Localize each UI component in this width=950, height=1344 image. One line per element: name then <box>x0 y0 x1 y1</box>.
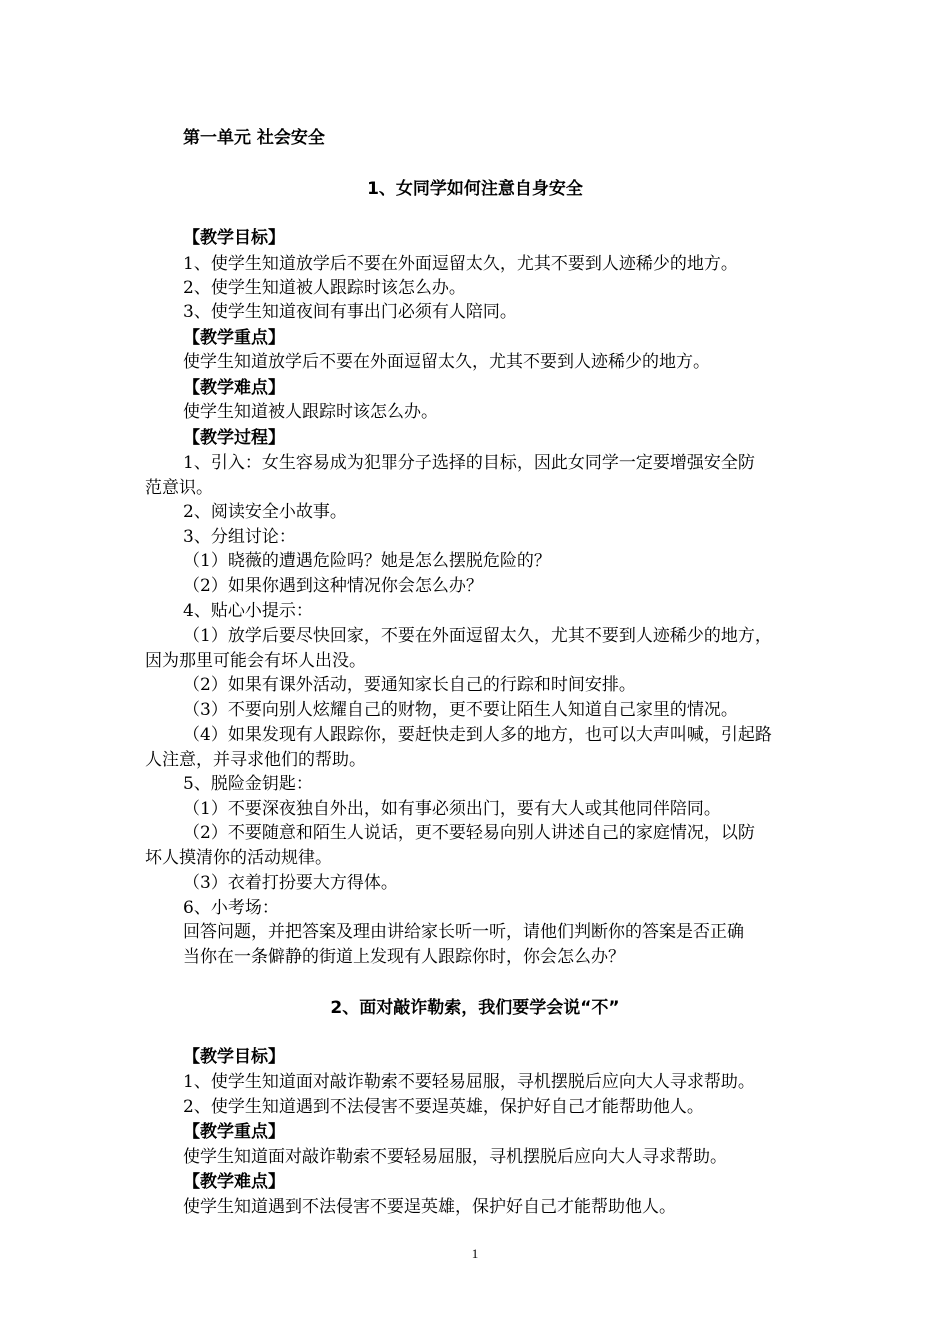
process-line: 4、贴心小提示： <box>183 601 313 621</box>
process-line: 6、小考场： <box>183 898 279 918</box>
lesson2-goal: 1、使学生知道面对敲诈勒索不要轻易屈服，寻机摆脱后应向大人寻求帮助。 <box>183 1072 755 1092</box>
process-line: 坏人摸清你的活动规律。 <box>145 848 332 868</box>
process-line: （2）如果有课外活动，要通知家长自己的行踪和时间安排。 <box>183 675 636 695</box>
lesson1-difficult-heading: 【教学难点】 <box>183 378 285 398</box>
process-line: （1）不要深夜独自外出，如有事必须出门，要有大人或其他同伴陪同。 <box>183 799 721 819</box>
process-line: 2、阅读安全小故事。 <box>183 502 347 522</box>
process-line: （2）如果你遇到这种情况你会怎么办？ <box>183 576 483 596</box>
lesson1-title: 1、女同学如何注意自身安全 <box>367 179 583 199</box>
lesson2-difficult-heading: 【教学难点】 <box>183 1172 285 1192</box>
lesson1-key-heading: 【教学重点】 <box>183 328 285 348</box>
lesson1-goal: 2、使学生知道被人跟踪时该怎么办。 <box>183 278 466 298</box>
lesson2-key-heading: 【教学重点】 <box>183 1122 285 1142</box>
lesson2-difficult-text: 使学生知道遇到不法侵害不要逞英雄，保护好自己才能帮助他人。 <box>183 1197 676 1217</box>
lesson2-goal: 2、使学生知道遇到不法侵害不要逞英雄，保护好自己才能帮助他人。 <box>183 1097 704 1117</box>
process-line: 1、引入：女生容易成为犯罪分子选择的目标，因此女同学一定要增强安全防 <box>183 453 755 473</box>
lesson1-goal: 3、使学生知道夜间有事出门必须有人陪同。 <box>183 302 517 322</box>
process-line: 人注意，并寻求他们的帮助。 <box>145 750 366 770</box>
lesson1-goals-heading: 【教学目标】 <box>183 228 285 248</box>
lesson2-key-text: 使学生知道面对敲诈勒索不要轻易屈服，寻机摆脱后应向大人寻求帮助。 <box>183 1147 727 1167</box>
process-line: 回答问题，并把答案及理由讲给家长听一听，请他们判断你的答案是否正确 <box>183 922 744 942</box>
unit-title: 第一单元 社会安全 <box>183 128 325 148</box>
process-line: （3）不要向别人炫耀自己的财物，更不要让陌生人知道自己家里的情况。 <box>183 700 738 720</box>
process-line: 因为那里可能会有坏人出没。 <box>145 651 366 671</box>
lesson2-title: 2、面对敲诈勒索，我们要学会说“不” <box>330 998 620 1018</box>
lesson1-process-heading: 【教学过程】 <box>183 428 285 448</box>
process-line: （4）如果发现有人跟踪你，要赶快走到人多的地方，也可以大声叫喊，引起路 <box>183 725 772 745</box>
lesson1-difficult-text: 使学生知道被人跟踪时该怎么办。 <box>183 402 438 422</box>
lesson1-key-text: 使学生知道放学后不要在外面逗留太久，尤其不要到人迹稀少的地方。 <box>183 352 710 372</box>
page-number: 1 <box>471 1246 479 1261</box>
process-line: 3、分组讨论： <box>183 527 296 547</box>
lesson1-goal: 1、使学生知道放学后不要在外面逗留太久，尤其不要到人迹稀少的地方。 <box>183 254 738 274</box>
process-line: （2）不要随意和陌生人说话，更不要轻易向别人讲述自己的家庭情况，以防 <box>183 823 755 843</box>
process-line: （1）晓薇的遭遇危险吗？她是怎么摆脱危险的？ <box>183 551 551 571</box>
lesson2-goals-heading: 【教学目标】 <box>183 1047 285 1067</box>
process-line: 5、脱险金钥匙： <box>183 774 313 794</box>
process-line: 范意识。 <box>145 478 213 498</box>
process-line: 当你在一条僻静的街道上发现有人跟踪你时，你会怎么办？ <box>183 947 625 967</box>
process-line: （3）衣着打扮要大方得体。 <box>183 873 398 893</box>
process-line: （1）放学后要尽快回家，不要在外面逗留太久，尤其不要到人迹稀少的地方， <box>183 626 772 646</box>
